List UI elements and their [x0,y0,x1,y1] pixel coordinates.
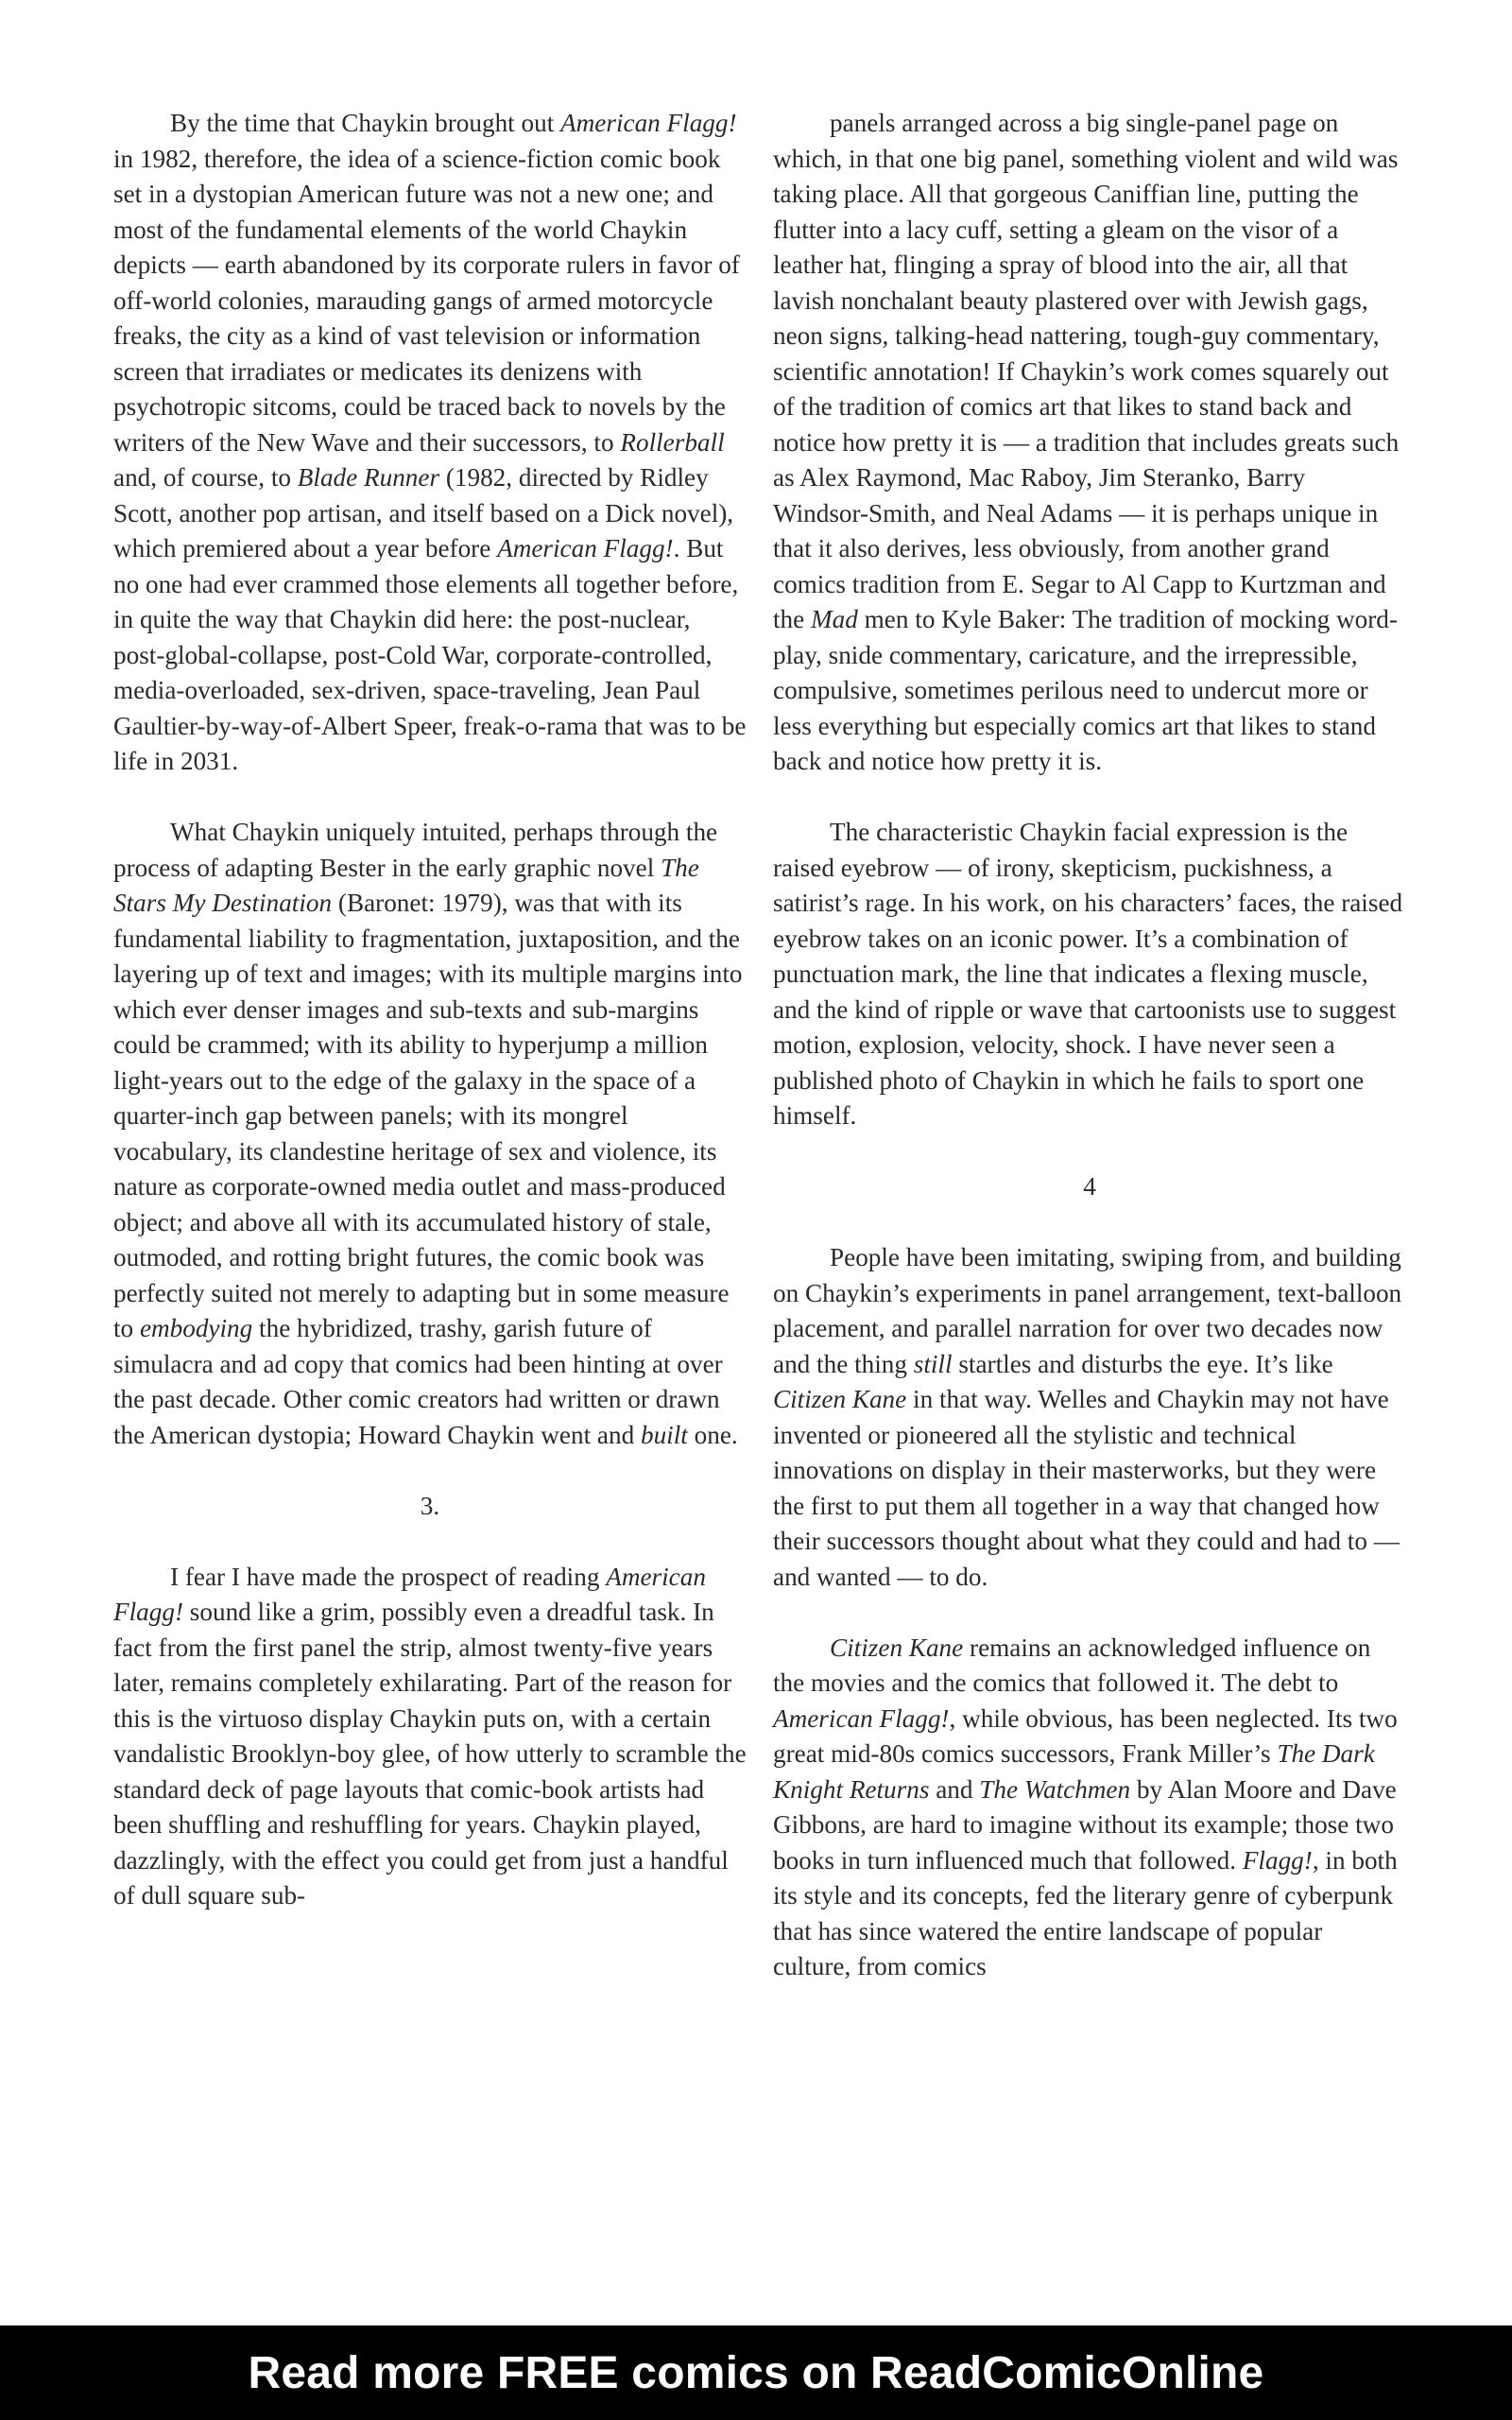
italic-text: Rollerball [620,427,725,457]
italic-text: The Dark Knight Returns [773,1739,1375,1804]
italic-text: The Stars My Destination [113,853,699,917]
text-run: By the time that Chaykin brought out [170,109,561,137]
text-run: . But no one had ever crammed those elements all together before, in quite the way that Chaykin did here: the post-nuclear, post-global-collapse, post-Cold War, corporate-controlled, media-overloaded, sex-driven, space-traveling, Jean Paul Gaultier-by-way-of-Albert Speer, freak-o-rama that was to be life in 2031. [113,534,747,775]
right-column [773,106,1406,1985]
text-run: The characteristic Chaykin facial expression is the raised eyebrow — of irony, skepticism, puckishness, a satirist’s rage. In his work, on his characters’ faces, the raised eyebrow takes on an iconic power. It’s a combination of punctuation mark, the line that indicates a flexing muscle, and the kind of ripple or wave that cartoonists use to suggest motion, explosion, velocity, shock. I have never seen a published photo of Chaykin in which he fails to sport one himself. [773,818,1403,1130]
italic-text: The Watchmen [979,1774,1131,1804]
text-run: What Chaykin uniquely intuited, perhaps through the process of adapting Bester in the early graphic novel [113,818,718,882]
text-run: one. [687,1420,738,1449]
italic-text: American Flagg! [560,109,737,137]
italic-text: Citizen Kane [830,1633,964,1662]
section-number: 4 [1083,1172,1096,1201]
italic-text: Blade Runner [297,463,440,492]
italic-text: Mad [811,605,858,633]
paragraph [113,1560,747,1914]
text-run: , while obvious, has been neglected. Its two great mid-80s comics successors, Frank Miller’s [773,1703,1398,1768]
paragraph [773,1631,1406,1985]
paragraph [113,106,747,780]
text-run: startles and disturbs the eye. It’s like [952,1349,1333,1378]
italic-text: built [640,1420,688,1449]
text-run: the hybridized, trashy, garish future of simulacra and ad copy that comics had been hinting at over the past decade. Other comic creators had written or drawn the American dystopia; Howard Chaykin went and [113,1314,723,1449]
text-run: in 1982, therefore, the idea of a science-fiction comic book set in a dystopian American future was not a new one; and most of the fundamental elements of the world Chaykin depicts — earth abandoned by its corporate rulers in favor of off-world colonies, marauding gangs of armed motorcycle freaks, the city as a kind of vast television or information screen that irradiates or medicates its denizens with psychotropic sitcoms, could be traced back to novels by the writers of the New Wave and their successors, to [113,144,740,457]
italic-text: still [913,1349,953,1378]
text-run: by Alan Moore and Dave Gibbons, are hard to imagine without its example; those two books in turn influenced much that followed. [773,1774,1397,1875]
text-run: sound like a grim, possibly even a dreadful task. In fact from the first panel the strip, almost twenty-five years later, remains completely exhilarating. Part of the reason for this is the virtuoso display Chaykin puts on, with a certain vandalistic Brooklyn-boy glee, of how utterly to scramble the standard deck of page layouts that comic-book artists had been shuffling and reshuffling for years. Chaykin played, dazzlingly, with the effect you could get from just a handful of dull square sub- [113,1598,747,1910]
text-run: I fear I have made the prospect of reading [170,1562,607,1591]
text-run: and, of course, to [113,463,298,492]
text-run: men to Kyle Baker: The tradition of mocking word-play, snide commentary, caricature, and the irrepressible, compulsive, sometimes perilous need to undercut more or less everything but especially comics art that likes to stand back and notice how pretty it is. [773,605,1398,775]
paragraph [773,106,1406,780]
text-run: remains an acknowledged influence on the movies and the comics that followed it. The debt to [773,1633,1371,1697]
text-run: (1982, directed by Ridley Scott, another pop artisan, and itself based on a Dick novel), which premiered about a year before [113,463,734,562]
section-number: 3. [420,1491,440,1520]
text-run: People have been imitating, swiping from, and building on Chaykin’s experiments in panel arrangement, text-balloon placement, and parallel narration for over two decades now and the thing [773,1243,1402,1378]
italic-text: Flagg! [1242,1845,1313,1875]
paragraph [773,815,1406,1134]
promo-banner-text[interactable]: Read more FREE comics on ReadComicOnline [248,2347,1264,2398]
left-column [113,106,747,1914]
text-run: (Baronet: 1979), was that with its fundamental liability to fragmentation, juxtaposition, and the layering up of text and images; with its multiple margins into which ever denser images and sub-texts and sub-margins could be crammed; with its ability to hyperjump a million light-years out to the edge of the galaxy in the space of a quarter-inch gap between panels; with its mongrel vocabulary, its clandestine heritage of sex and violence, its nature as corporate-owned media outlet and mass-produced object; and above all with its accumulated history of stale, outmoded, and rotting bright futures, the comic book was perfectly suited not merely to adapting but in some measure to [113,889,743,1342]
paragraph [113,815,747,1453]
italic-text: American Flagg! [773,1703,950,1733]
text-run: and [929,1774,980,1804]
paragraph [773,1240,1406,1595]
text-run: in that way. Welles and Chaykin may not have invented or pioneered all the stylistic and technical innovations on display in their masterworks, but they were the first to put them all together in a way that changed how their successors thought about what they could and had to — and wanted — to do. [773,1385,1400,1591]
italic-text: American Flagg! [497,534,674,562]
text-run: panels arranged across a big single-panel page on which, in that one big panel, something violent and wild was taking place. All that gorgeous Caniffian line, putting the flutter into a lacy cuff, setting a gleam on the visor of a leather hat, flinging a spray of blood into the air, all that lavish nonchalant beauty plastered over with Jewish gags, neon signs, talking-head nattering, tough-guy commentary, scientific annotation! If Chaykin’s work comes squarely out of the tradition of comics art that likes to stand back and notice how pretty it is — a tradition that includes greats such as Alex Raymond, Mac Raboy, Jim Steranko, Barry Windsor-Smith, and Neal Adams — it is perhaps unique in that it also derives, less obviously, from another grand comics tradition from E. Segar to Al Capp to Kurtzman and the [773,109,1400,633]
text-run: , in both its style and its concepts, fed the literary genre of cyberpunk that has since watered the entire landscape of popular culture, from comics [773,1845,1398,1980]
italic-text: embodying [139,1314,253,1342]
promo-banner[interactable] [0,2325,1512,2420]
italic-text: Citizen Kane [773,1385,907,1413]
italic-text: American Flagg! [113,1562,706,1626]
